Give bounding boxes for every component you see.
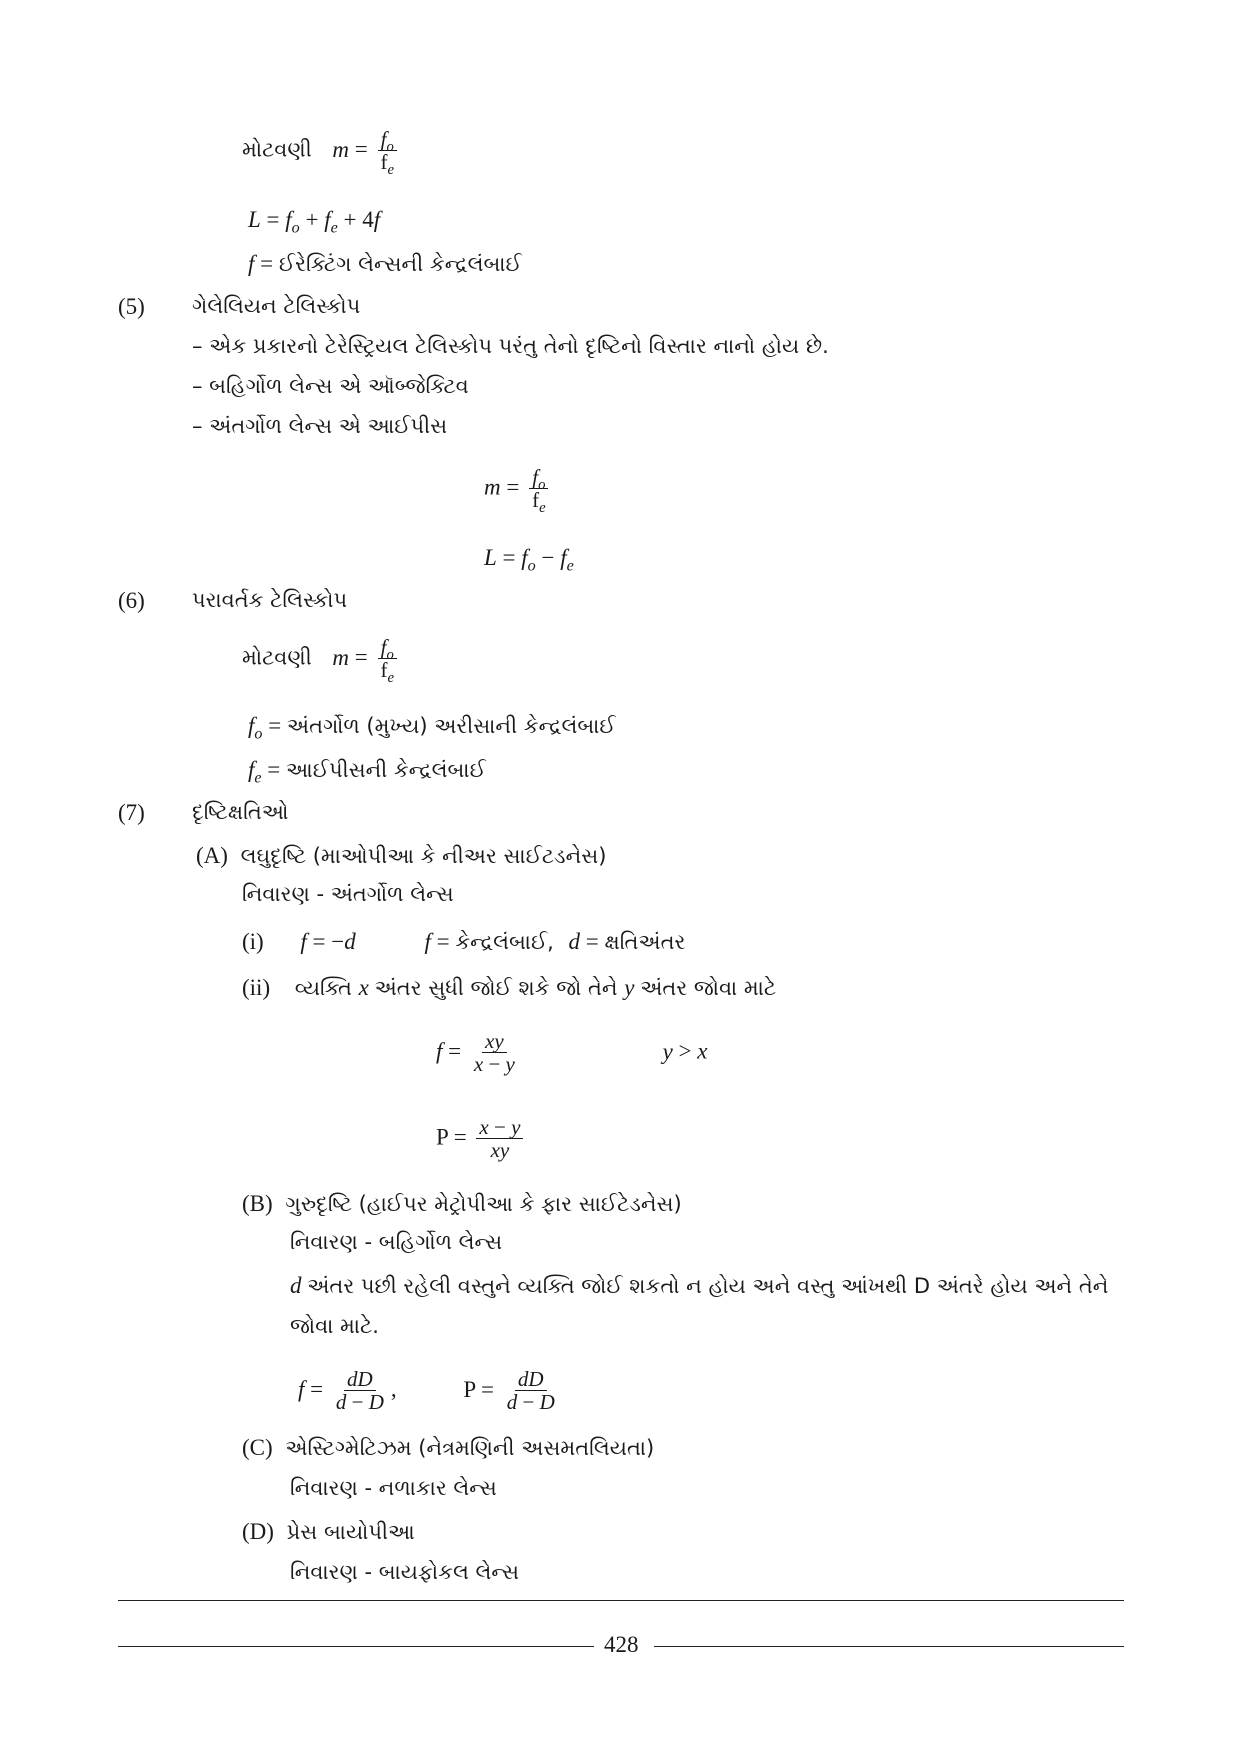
subsection-d: (D) પ્રેસ બાયોપીઆ (242, 1519, 415, 1544)
footer-rule-right (654, 1646, 1124, 1647)
fo-definition: $f_o$ = અંતર્ગોળ (મુખ્ય) અરીસાની કેન્દ્રલંબાઈ (248, 713, 616, 743)
remedy-a: નિવારણ - અંતર્ગોળ લેન્સ (242, 882, 454, 906)
section-number-6: (6) (118, 588, 145, 613)
subsection-b: (B) ગુરુદૃષ્ટિ (હાઈપર મેટ્રોપીઆ કે ફાર સાઈટેડનેસ) (242, 1191, 682, 1216)
remedy-d: નિવારણ - બાયફોકલ લેન્સ (290, 1560, 519, 1584)
magnification-label: મોટવણી (242, 137, 312, 162)
section-heading-5: ગેલેલિયન ટેલિસ્કોપ (192, 294, 361, 318)
focal-and-power-formula-hypermetropia: f = $\frac{dD}{d - D}$ , P = $\frac{dD}{d - D}$ (298, 1367, 555, 1415)
power-formula-myopia: P = $\frac{x - y}{xy}$ (436, 1116, 527, 1162)
item-ii: (ii) વ્યક્તિ x અંતર સુધી જોઈ શકે જો તેને y અંતર જોવા માટે (242, 975, 777, 1000)
magnification-formula-3: મોટવણી m = $\frac{f_o}{f_e}$ (242, 636, 401, 682)
bullet-item: – એક પ્રકારનો ટેરેસ્ટ્રિયલ ટેલિસ્કોપ પરંતુ તેનો દૃષ્ટિનો વિસ્તાર નાનો હોય છે. (192, 334, 829, 358)
hypermetropia-text-continued: જોવા માટે. (290, 1314, 379, 1338)
bullet-item: – બહિર્ગોળ લેન્સ એ ઑબ્જેક્ટિવ (192, 374, 469, 398)
section-heading-7: દૃષ્ટિક્ષતિઓ (192, 800, 289, 824)
footer-rule-top (118, 1600, 1124, 1601)
magnification-formula-1: મોટવણી m = $\frac{f_o}{f_e}$ (242, 128, 401, 174)
bullet-item: – અંતર્ગોળ લેન્સ એ આઈપીસ (192, 414, 448, 438)
remedy-b: નિવારણ - બહિર્ગોળ લેન્સ (290, 1230, 503, 1254)
erecting-lens-definition: f = ઈરેક્ટિંગ લેન્સની કેન્દ્રલંબાઈ (248, 251, 522, 276)
section-number-5: (5) (118, 294, 145, 319)
fe-definition: $f_e$ = આઈપીસની કેન્દ્રલંબાઈ (248, 757, 486, 787)
subsection-c: (C) એસ્ટિગ્મેટિઝમ (નેત્રમણિની અસમતલિયતા) (242, 1435, 655, 1460)
section-number-7: (7) (118, 800, 145, 825)
subsection-a: (A) લઘુદૃષ્ટિ (માઓપીઆ કે નીઅર સાઈટડનેસ) (196, 843, 607, 868)
remedy-c: નિવારણ - નળાકાર લેન્સ (290, 1476, 497, 1500)
focal-length-formula-myopia: f = $\frac{xy}{x - y}$ y > x (436, 1029, 708, 1077)
hypermetropia-text: d અંતર પછી રહેલી વસ્તુને વ્યક્તિ જોઈ શકતો ન હોય અને વસ્તુ આંખથી D અંતરે હોય અને તેને (290, 1273, 1109, 1298)
length-formula-galilean: $L = f_o - f_e$ (484, 545, 574, 575)
page-number: 428 (604, 1632, 639, 1657)
magnification-formula-2: m = $\frac{f_o}{f_e}$ (484, 466, 553, 512)
length-formula-terrestrial: $L = f_o + f_e + 4f$ (248, 207, 381, 237)
item-i: (i) f = −d f = કેન્દ્રલંબાઈ, d = ક્ષતિઅંતર (242, 929, 686, 954)
footer-rule-left (118, 1646, 594, 1647)
section-heading-6: પરાવર્તક ટેલિસ્કોપ (192, 588, 348, 612)
